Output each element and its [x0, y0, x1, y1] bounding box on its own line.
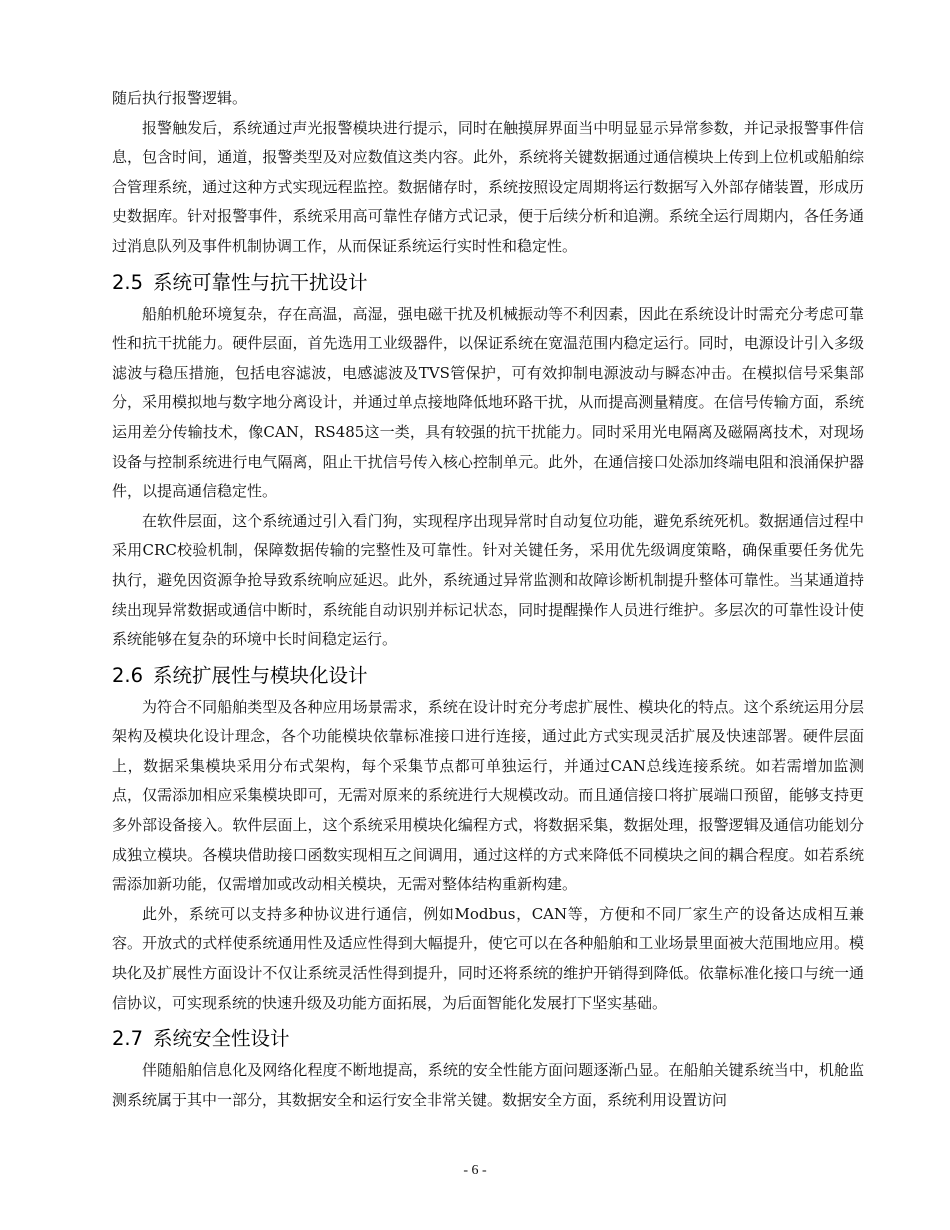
section-number: 2.7: [112, 1027, 144, 1051]
paragraph: 此外，系统可以支持多种协议进行通信，例如Modbus，CAN等，方便和不同厂家生产的设备达成相互兼容。开放式的式样使系统通用性及适应性得到大幅提升，使它可以在各种船舶和工业场景里面被大范围地应用。模块化及扩展性方面设计不仅让系统灵活性得到提升，同时还将系统的维护开销得到降低。依靠标准化接口与统一通信协议，可实现系统的快速升级及功能方面拓展，为后面智能化发展打下坚实基础。: [112, 904, 864, 1012]
section-heading-2-7: [112, 1024, 864, 1054]
page-number: - 6 -: [463, 1163, 487, 1178]
section-number: 2.5: [112, 270, 144, 294]
section-title: 系统安全性设计: [153, 1027, 290, 1051]
paragraph: 报警触发后，系统通过声光报警模块进行提示，同时在触摸屏界面当中明显显示异常参数，并记录报警事件信息，包含时间，通道，报警类型及对应数值这类内容。此外，系统将关键数据通过通信模块上传到上位机或船舶综合管理系统，通过这种方式实现远程监控。数据储存时，系统按照设定周期将运行数据写入外部存储装置，形成历史数据库。针对报警事件，系统采用高可靠性存储方式记录，便于后续分析和追溯。系统全运行周期内，各任务通过消息队列及事件机制协调工作，从而保证系统运行实时性和稳定性。: [112, 118, 864, 255]
paragraph: 船舶机舱环境复杂，存在高温，高湿，强电磁干扰及机械振动等不利因素，因此在系统设计时需充分考虑可靠性和抗干扰能力。硬件层面，首先选用工业级器件，以保证系统在宽温范围内稳定运行。同时，电源设计引入多级滤波与稳压措施，包括电容滤波，电感滤波及TVS管保护，可有效抑制电源波动与瞬态冲击。在模拟信号采集部分，采用模拟地与数字地分离设计，并通过单点接地降低地环路干扰，从而提高测量精度。在信号传输方面，系统运用差分传输技术，像CAN，RS485这一类，具有较强的抗干扰能力。同时采用光电隔离及磁隔离技术，对现场设备与控制系统进行电气隔离，阻止干扰信号传入核心控制单元。此外，在通信接口处添加终端电阻和浪涌保护器件，以提高通信稳定性。: [112, 304, 864, 501]
paragraph: 伴随船舶信息化及网络化程度不断地提高，系统的安全性能方面问题逐渐凸显。在船舶关键系统当中，机舱监测系统属于其中一部分，其数据安全和运行安全非常关键。数据安全方面，系统利用设置访问: [112, 1061, 864, 1109]
section-title: 系统可靠性与抗干扰设计: [153, 270, 368, 294]
section-number: 2.6: [112, 663, 144, 687]
section-heading-2-6: [112, 661, 864, 691]
section-heading-2-5: [112, 268, 864, 298]
page-body: [112, 84, 864, 1115]
paragraph: 为符合不同船舶类型及各种应用场景需求，系统在设计时充分考虑扩展性、模块化的特点。这个系统运用分层架构及模块化设计理念，各个功能模块依靠标准接口进行连接，通过此方式实现灵活扩展及快速部署。硬件层面上，数据采集模块采用分布式架构，每个采集节点都可单独运行，并通过CAN总线连接系统。如若需增加监测点，仅需添加相应采集模块即可，无需对原来的系统进行大规模改动。而且通信接口将扩展端口预留，能够支持更多外部设备接入。软件层面上，这个系统采用模块化编程方式，将数据采集，数据处理，报警逻辑及通信功能划分成独立模块。各模块借助接口函数实现相互之间调用，通过这样的方式来降低不同模块之间的耦合程度。如若系统需添加新功能，仅需增加或改动相关模块，无需对整体结构重新构建。: [112, 697, 864, 894]
section-title: 系统扩展性与模块化设计: [153, 663, 368, 687]
paragraph: 在软件层面，这个系统通过引入看门狗，实现程序出现异常时自动复位功能，避免系统死机。数据通信过程中采用CRC校验机制，保障数据传输的完整性及可靠性。针对关键任务，采用优先级调度策略，确保重要任务优先执行，避免因资源争抢导致系统响应延迟。此外，系统通过异常监测和故障诊断机制提升整体可靠性。当某通道持续出现异常数据或通信中断时，系统能自动识别并标记状态，同时提醒操作人员进行维护。多层次的可靠性设计使系统能够在复杂的环境中长时间稳定运行。: [112, 511, 864, 649]
paragraph: 随后执行报警逻辑。: [112, 89, 248, 107]
